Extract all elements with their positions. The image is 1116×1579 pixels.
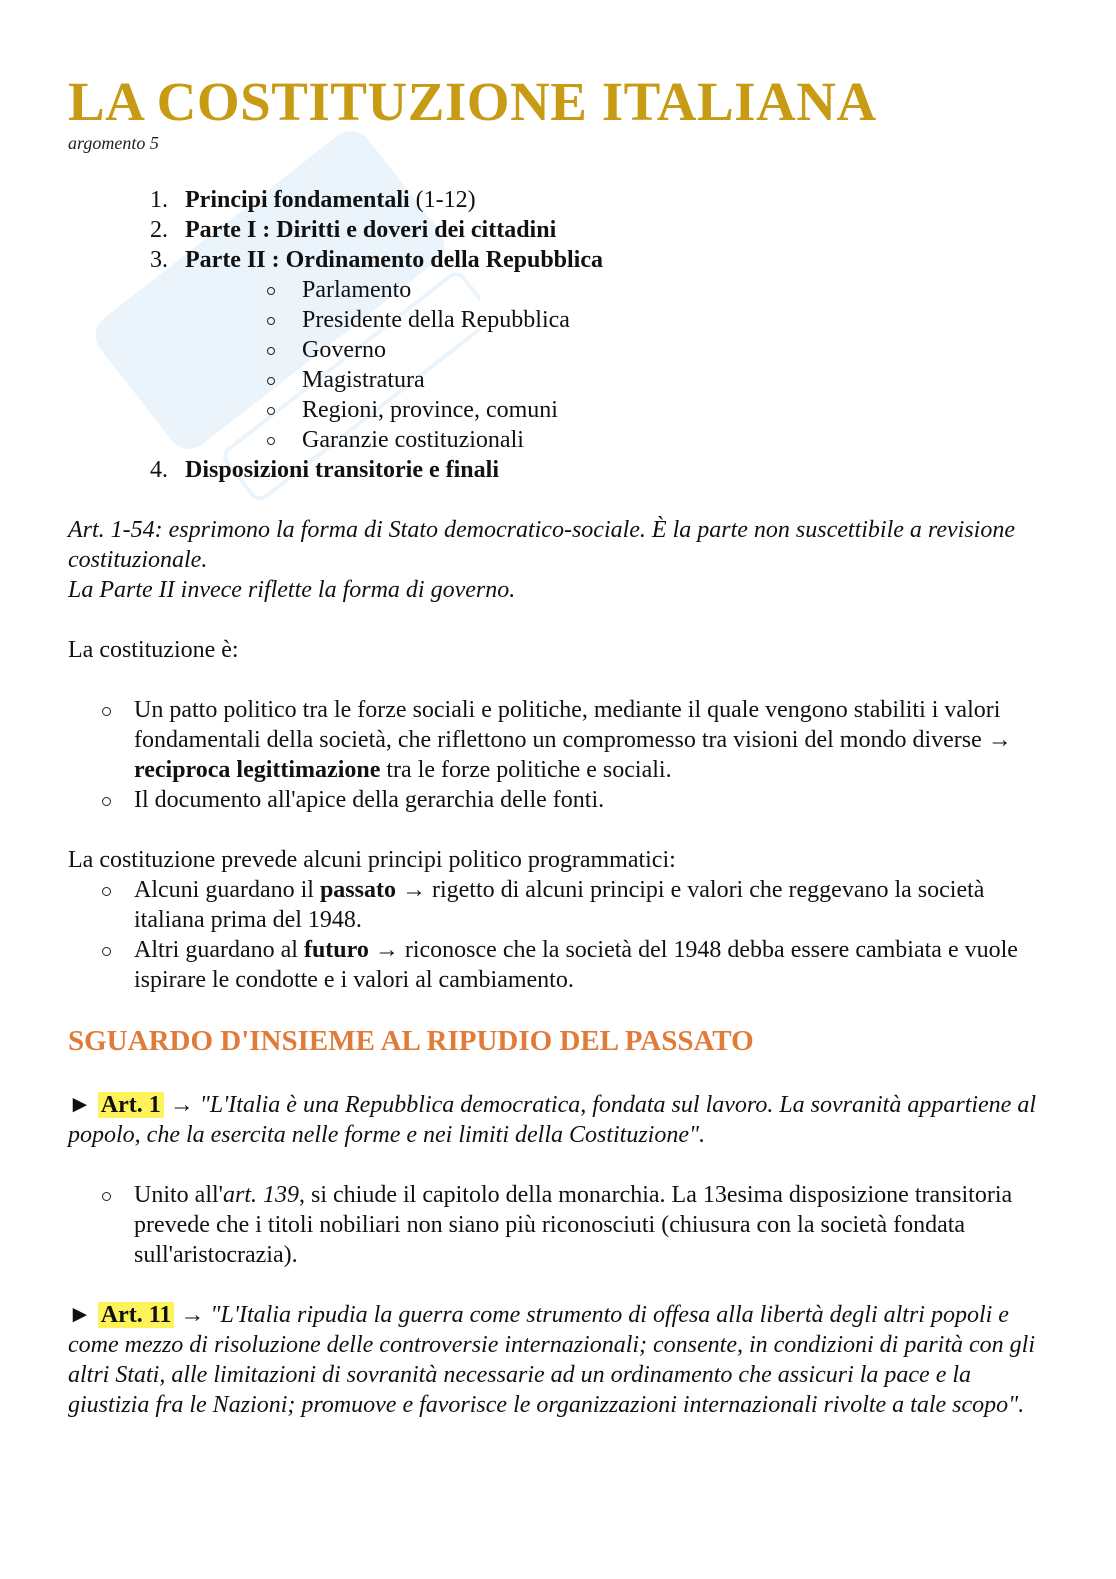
list-item: Un patto politico tra le forze sociali e politiche, mediante il quale vengono stabiliti i valori fondamentali della società, che riflettono un compromesso tra visioni del mondo diverse → reciproca legittimazione tra le forze politiche e sociali. [100,695,1050,785]
list-item: Alcuni guardano il passato → rigetto di alcuni principi e valori che reggevano la società italiana prima del 1948. [100,875,1050,935]
document-title: LA COSTITUZIONE ITALIANA [68,71,877,132]
costituzione-list [100,695,1050,815]
sublist-item: Governo [267,335,603,365]
circle-bullet-icon [102,707,111,716]
sublist-item: Regioni, province, comuni [267,395,603,425]
intro-italic-paragraph: Art. 1-54: esprimono la forma di Stato democratico-sociale. È la parte non suscettibile a revisione costituzionale. La Parte II invece riflette la forma di governo. [68,517,1015,603]
list-item: Il documento all'apice della gerarchia delle fonti. [100,785,1050,815]
outline-item: 4. Disposizioni transitorie e finali [150,457,499,483]
section-heading: SGUARDO D'INSIEME AL RIPUDIO DEL PASSATO [68,1025,754,1057]
art11-paragraph [68,1300,1048,1420]
arrow-icon: → [180,1302,205,1328]
triangle-marker-icon: ► [68,1092,92,1118]
sublist-item: Magistratura [267,365,603,395]
art1-notes [100,1180,1050,1270]
art1-paragraph [68,1090,1048,1150]
circle-bullet-icon [267,347,275,355]
sublist-item: Garanzie costituzionali [267,425,603,455]
sublist-item: Presidente della Repubblica [267,305,603,335]
document-subtitle: argomento 5 [68,133,159,153]
outline-list [150,185,603,485]
art1-label: Art. 1 [98,1092,164,1118]
circle-bullet-icon [267,377,275,385]
list-item: Altri guardano al futuro → riconosce che la società del 1948 debba essere cambiata e vuole ispirare le condotte e i valori al cambiamento. [100,935,1050,995]
sublist-item: Parlamento [267,275,603,305]
circle-bullet-icon [267,317,275,325]
arrow-icon: → [169,1092,194,1118]
circle-bullet-icon [102,797,111,806]
circle-bullet-icon [102,1192,111,1201]
circle-bullet-icon [267,407,275,415]
outline-item: 1. Principi fondamentali (1-12) [150,187,476,213]
principi-intro: La costituzione prevede alcuni principi politico programmatici: [68,847,676,873]
outline-sublist-container [150,275,603,455]
outline-item: 2. Parte I : Diritti e doveri dei cittadini [150,217,557,243]
list-item: Unito all'art. 139, si chiude il capitolo della monarchia. La 13esima disposizione transitoria prevede che i titoli nobiliari non siano più riconosciuti (chiusura con la società fondata sull'aristocrazia). [100,1180,1050,1270]
circle-bullet-icon [267,287,275,295]
triangle-marker-icon: ► [68,1302,92,1328]
circle-bullet-icon [102,947,111,956]
circle-bullet-icon [267,437,275,445]
costituzione-intro: La costituzione è: [68,637,239,663]
art11-quote: "L'Italia ripudia la guerra come strumento di offesa alla libertà degli altri popoli e come mezzo di risoluzione delle controversie internazionali; consente, in condizioni di parità con gli altri Stati, alle limitazioni di sovranità necessarie ad un ordinamento che assicuri la pace e la giustizia fra le Nazioni; promuove e favorisce le organizzazioni internazionali rivolte a tale scopo". [68,1302,1035,1418]
outline-sublist [150,275,603,455]
circle-bullet-icon [102,887,111,896]
outline-item: 3. Parte II : Ordinamento della Repubblica [150,247,603,273]
art11-label: Art. 11 [98,1302,175,1328]
principi-list [100,875,1050,995]
art1-quote: "L'Italia è una Repubblica democratica, fondata sul lavoro. La sovranità appartiene al popolo, che la esercita nelle forme e nei limiti della Costituzione". [68,1092,1036,1148]
